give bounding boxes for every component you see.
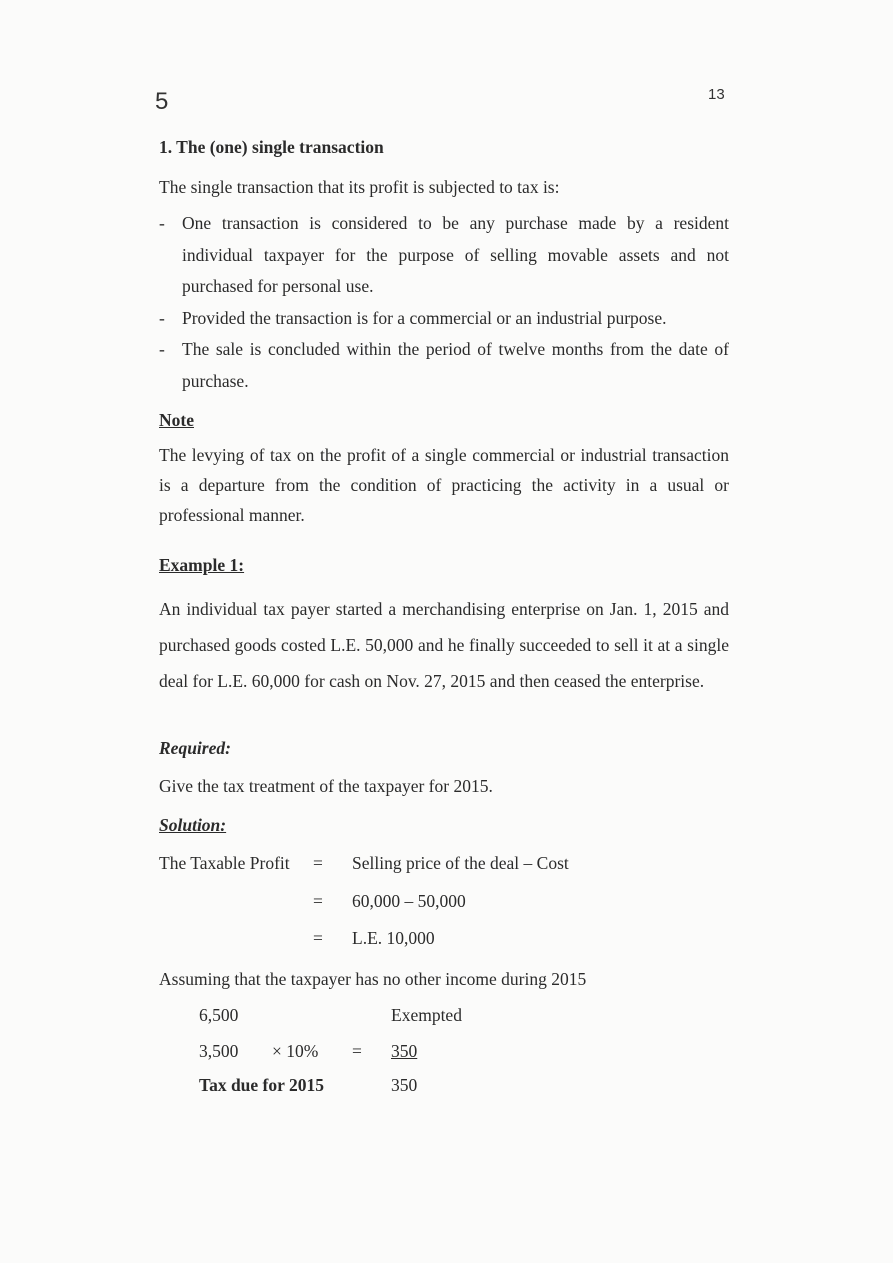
section-title: 1. The (one) single transaction <box>159 137 384 157</box>
equals-sign: = <box>313 853 323 873</box>
required-heading: Required: <box>159 738 231 758</box>
tax-amount: 350 <box>391 1041 418 1061</box>
taxable-amount: 3,500 <box>199 1041 239 1061</box>
condition-list <box>159 208 729 397</box>
assumption-text: Assuming that the taxpayer has no other income during 2015 <box>159 969 587 989</box>
list-item: - The sale is concluded within the period of twelve months from the date of purchase. <box>159 334 729 397</box>
equals-sign: = <box>352 1041 362 1061</box>
calc-line-2: 60,000 – 50,000 <box>352 891 466 911</box>
example-heading: Example 1: <box>159 555 245 575</box>
tax-rate: × 10% <box>272 1041 319 1061</box>
tax-due-label: Tax due for 2015 <box>199 1075 324 1095</box>
page-number-right: 13 <box>708 86 725 103</box>
calc-line-3: L.E. 10,000 <box>352 928 435 948</box>
note-heading: Note <box>159 410 194 430</box>
calc-line-1: Selling price of the deal – Cost <box>352 853 569 873</box>
required-body: Give the tax treatment of the taxpayer for 2015. <box>159 776 493 796</box>
page-number-left: 5 <box>155 88 169 115</box>
exempt-label: Exempted <box>391 1005 462 1025</box>
tax-due-value: 350 <box>391 1075 418 1095</box>
taxable-profit-label: The Taxable Profit <box>159 853 290 873</box>
equals-sign: = <box>313 928 323 948</box>
solution-heading: Solution: <box>159 815 227 835</box>
note-body: The levying of tax on the profit of a single commercial or industrial transaction is a departure from the condition of practicing the activity in a usual or professional manner. <box>159 445 729 525</box>
section-intro: The single transaction that its profit is subjected to tax is: <box>159 177 560 197</box>
list-item: - Provided the transaction is for a commercial or an industrial purpose. <box>159 303 729 335</box>
equals-sign: = <box>313 891 323 911</box>
list-item: - One transaction is considered to be any purchase made by a resident individual taxpayer for the purpose of selling movable assets and not purchased for personal use. <box>159 208 729 303</box>
exempt-amount: 6,500 <box>199 1005 239 1025</box>
example-body: An individual tax payer started a merchandising enterprise on Jan. 1, 2015 and purchased goods costed L.E. 50,000 and he finally succeeded to sell it at a single deal for L.E. 60,000 for cash on Nov. 27, 2015 and then ceased the enterprise. <box>159 599 729 691</box>
